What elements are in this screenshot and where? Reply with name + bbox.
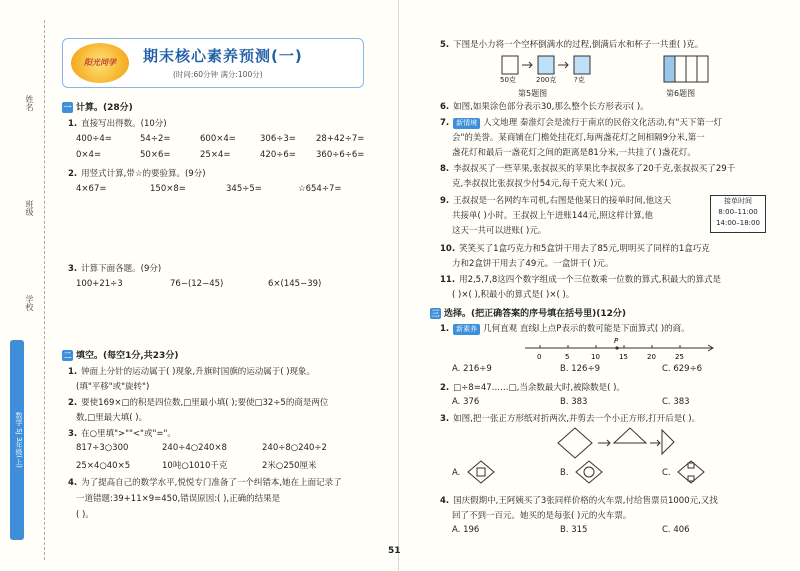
page-title: 期末核心素养预测(一): [143, 47, 303, 65]
fill-q4-cont: 一道错题:39+11×9=450,错误原因:( ),正确的结果是: [76, 494, 281, 504]
option-a[interactable]: A. 196: [452, 525, 480, 535]
q1-stem: 1. 直接写出得数。(10分): [68, 119, 167, 129]
fill-q9-cont: 共接单( )小时。王叔叔上午进账144元,照这样计算,他: [452, 211, 653, 221]
fill-q4: 4. 为了提高自己的数学水平,悦悦专门准备了一个纠错本,她在上面记录了: [68, 478, 342, 488]
calc-row: 400÷4= 54÷2= 600×4= 306÷3= 28+42÷7=: [76, 134, 365, 144]
expr-row: 100+21÷3 76−(12−45) 6×(145−39): [76, 279, 322, 289]
choice-q3: 3. 如图,把一张正方形纸对折两次,并剪去一个小正方形,打开后是( )。: [440, 414, 701, 424]
new-context-tag: 新情境: [453, 118, 480, 129]
section-marker: 一: [63, 103, 72, 112]
left-page: [0, 0, 399, 571]
fill-q9: 9. 王叔叔是一名网约车司机,右图是他某日的接单时间,他这天: [440, 196, 672, 206]
cut-line: [44, 20, 45, 560]
fill-q8: 8. 李叔叔买了一些苹果,张叔叔买的苹果比李叔叔多了20千克,张叔叔买了29千: [440, 164, 736, 174]
option-c[interactable]: C. 629÷6: [662, 364, 703, 374]
point-label: P: [614, 337, 619, 345]
choice-q2: 2. □÷8=47……□,当余数最大时,被除数是( )。: [440, 383, 625, 393]
compare-row: 25×4○40×5 10吨○1010千克 2米○250厘米: [76, 461, 317, 471]
cup-labels: 50克 200克 ?克: [500, 76, 585, 84]
class-label: 班级: [25, 200, 34, 216]
fill-q11-cont: ( )×( ),积最小的算式是( )×( )。: [452, 290, 575, 300]
fill-q7-end: 盏花灯和最后一盏花灯之间的距离是81分米,一共挂了( )盏花灯。: [452, 148, 696, 158]
option-b[interactable]: B. 383: [560, 397, 588, 407]
fill-q8-cont: 克,李叔叔比张叔叔少付54元,每千克大米( )元。: [452, 179, 631, 189]
grade-tab: 数学 SJ 3年级(上): [10, 340, 24, 540]
new-literacy-tag: 新素养: [453, 324, 480, 335]
tick-label: 5: [565, 353, 570, 361]
vertical-calc-row: 4×67= 150×8= 345÷5= ☆654÷7=: [76, 184, 342, 194]
fill-q7-cont: 会"的美誉。某商铺在门檐处挂花灯,每两盏花灯之间相隔9分米,第一: [452, 133, 705, 143]
page-number: 51: [388, 546, 401, 556]
name-label: 姓名: [25, 95, 34, 111]
section-title: 填空。(每空1分,共23分): [76, 351, 179, 361]
number-line: [520, 336, 720, 362]
fill-q3: 3. 在○里填">""<"或"="。: [68, 429, 176, 439]
tick-label: 10: [591, 353, 600, 361]
binding-strip: [0, 0, 52, 571]
tick-label: 15: [619, 353, 628, 361]
exam-info: (时间:60分钟 满分:100分): [173, 70, 263, 79]
section-calc: [62, 100, 133, 113]
fig6-caption: 第6题图: [666, 89, 696, 98]
fill-q7: 7. 新情境 人文地理 秦淮灯会是流行于南京的民俗文化活动,有"天下第一灯: [440, 118, 722, 128]
logo: 阳光同学: [71, 43, 129, 83]
title-box: [62, 38, 364, 88]
fill-q6: 6. 如图,如果涂色部分表示30,那么整个长方形表示( )。: [440, 102, 649, 112]
option-b[interactable]: B. 315: [560, 525, 588, 535]
option-a-figure: [466, 460, 496, 484]
tick-label: 20: [647, 353, 656, 361]
fill-q5: 5. 下图是小力将一个空杯倒满水的过程,倒满后水和杯子一共重( )克。: [440, 40, 704, 50]
tick-label: 0: [537, 353, 542, 361]
option-c-figure: [676, 460, 706, 484]
fill-q9-end: 这天一共可以进账( )元。: [452, 226, 547, 236]
right-page: [400, 0, 800, 571]
option-c[interactable]: C. 406: [662, 525, 690, 535]
fill-q10: 10. 笑笑买了1盒巧克力和5盒饼干用去了85元,明明买了同样的1盒巧克: [440, 244, 710, 254]
rectangle-figure: [662, 54, 712, 84]
section-marker: 二: [63, 351, 72, 360]
section-fill: [62, 348, 178, 361]
q2-stem: 2. 用竖式计算,带☆的要验算。(9分): [68, 169, 206, 179]
option-b[interactable]: B. 126÷9: [560, 364, 600, 374]
option-c[interactable]: C.: [662, 468, 671, 478]
fill-q11: 11. 用2,5,7,8这四个数字组成一个三位数乘一位数的算式,积最大的算式是: [440, 275, 722, 285]
fill-q1: 1. 钟面上分针的运动属于( )现象,升旗时国旗的运动属于( )现象。: [68, 367, 316, 377]
option-a[interactable]: A. 216÷9: [452, 364, 492, 374]
option-b-figure: [574, 460, 604, 484]
section-title: 选择。(把正确答案的序号填在括号里)(12分): [444, 309, 626, 319]
calc-row: 0×4= 50×6= 25×4= 420÷6= 360÷6÷6=: [76, 150, 365, 160]
choice-q1: 1. 新素养 几何直观 直线l上点P表示的数可能是下面算式( )的商。: [440, 324, 690, 334]
option-a[interactable]: A.: [452, 468, 461, 478]
fig5-caption: 第5题图: [518, 89, 548, 98]
fill-q2: 2. 要使169×□的积是四位数,□里最小填( );要使□32÷5的商是两位: [68, 398, 329, 408]
section-marker: 三: [431, 309, 440, 318]
section-title: 计算。(28分): [76, 103, 133, 113]
fill-q1-note: (填"平移"或"旋转"): [76, 382, 150, 392]
fill-q10-cont: 力和2盒饼干用去了49元。一盒饼干( )元。: [452, 259, 614, 269]
option-c[interactable]: C. 383: [662, 397, 690, 407]
choice-q4-cont: 回了不到一百元。她买的是每张( )元的火车票。: [452, 511, 632, 521]
fill-q2-cont: 数,□里最大填( )。: [76, 413, 148, 423]
compare-row: 817÷3○300 240÷4○240×8 240÷8○240÷2: [76, 443, 327, 453]
choice-q4: 4. 国庆假期中,王阿姨买了3张同样价格的火车票,付给售票员1000元,又找: [440, 496, 718, 506]
q3-stem: 3. 计算下面各题。(9分): [68, 264, 162, 274]
option-b[interactable]: B.: [560, 468, 569, 478]
option-a[interactable]: A. 376: [452, 397, 480, 407]
folding-figure: [550, 426, 680, 460]
tick-label: 25: [675, 353, 684, 361]
school-label: 学校: [25, 295, 34, 311]
schedule-box: 接单时间 8:00–11:00 14:00–18:00: [710, 195, 766, 233]
section-choice: [430, 306, 626, 319]
fill-q4-end: ( )。: [76, 510, 94, 520]
